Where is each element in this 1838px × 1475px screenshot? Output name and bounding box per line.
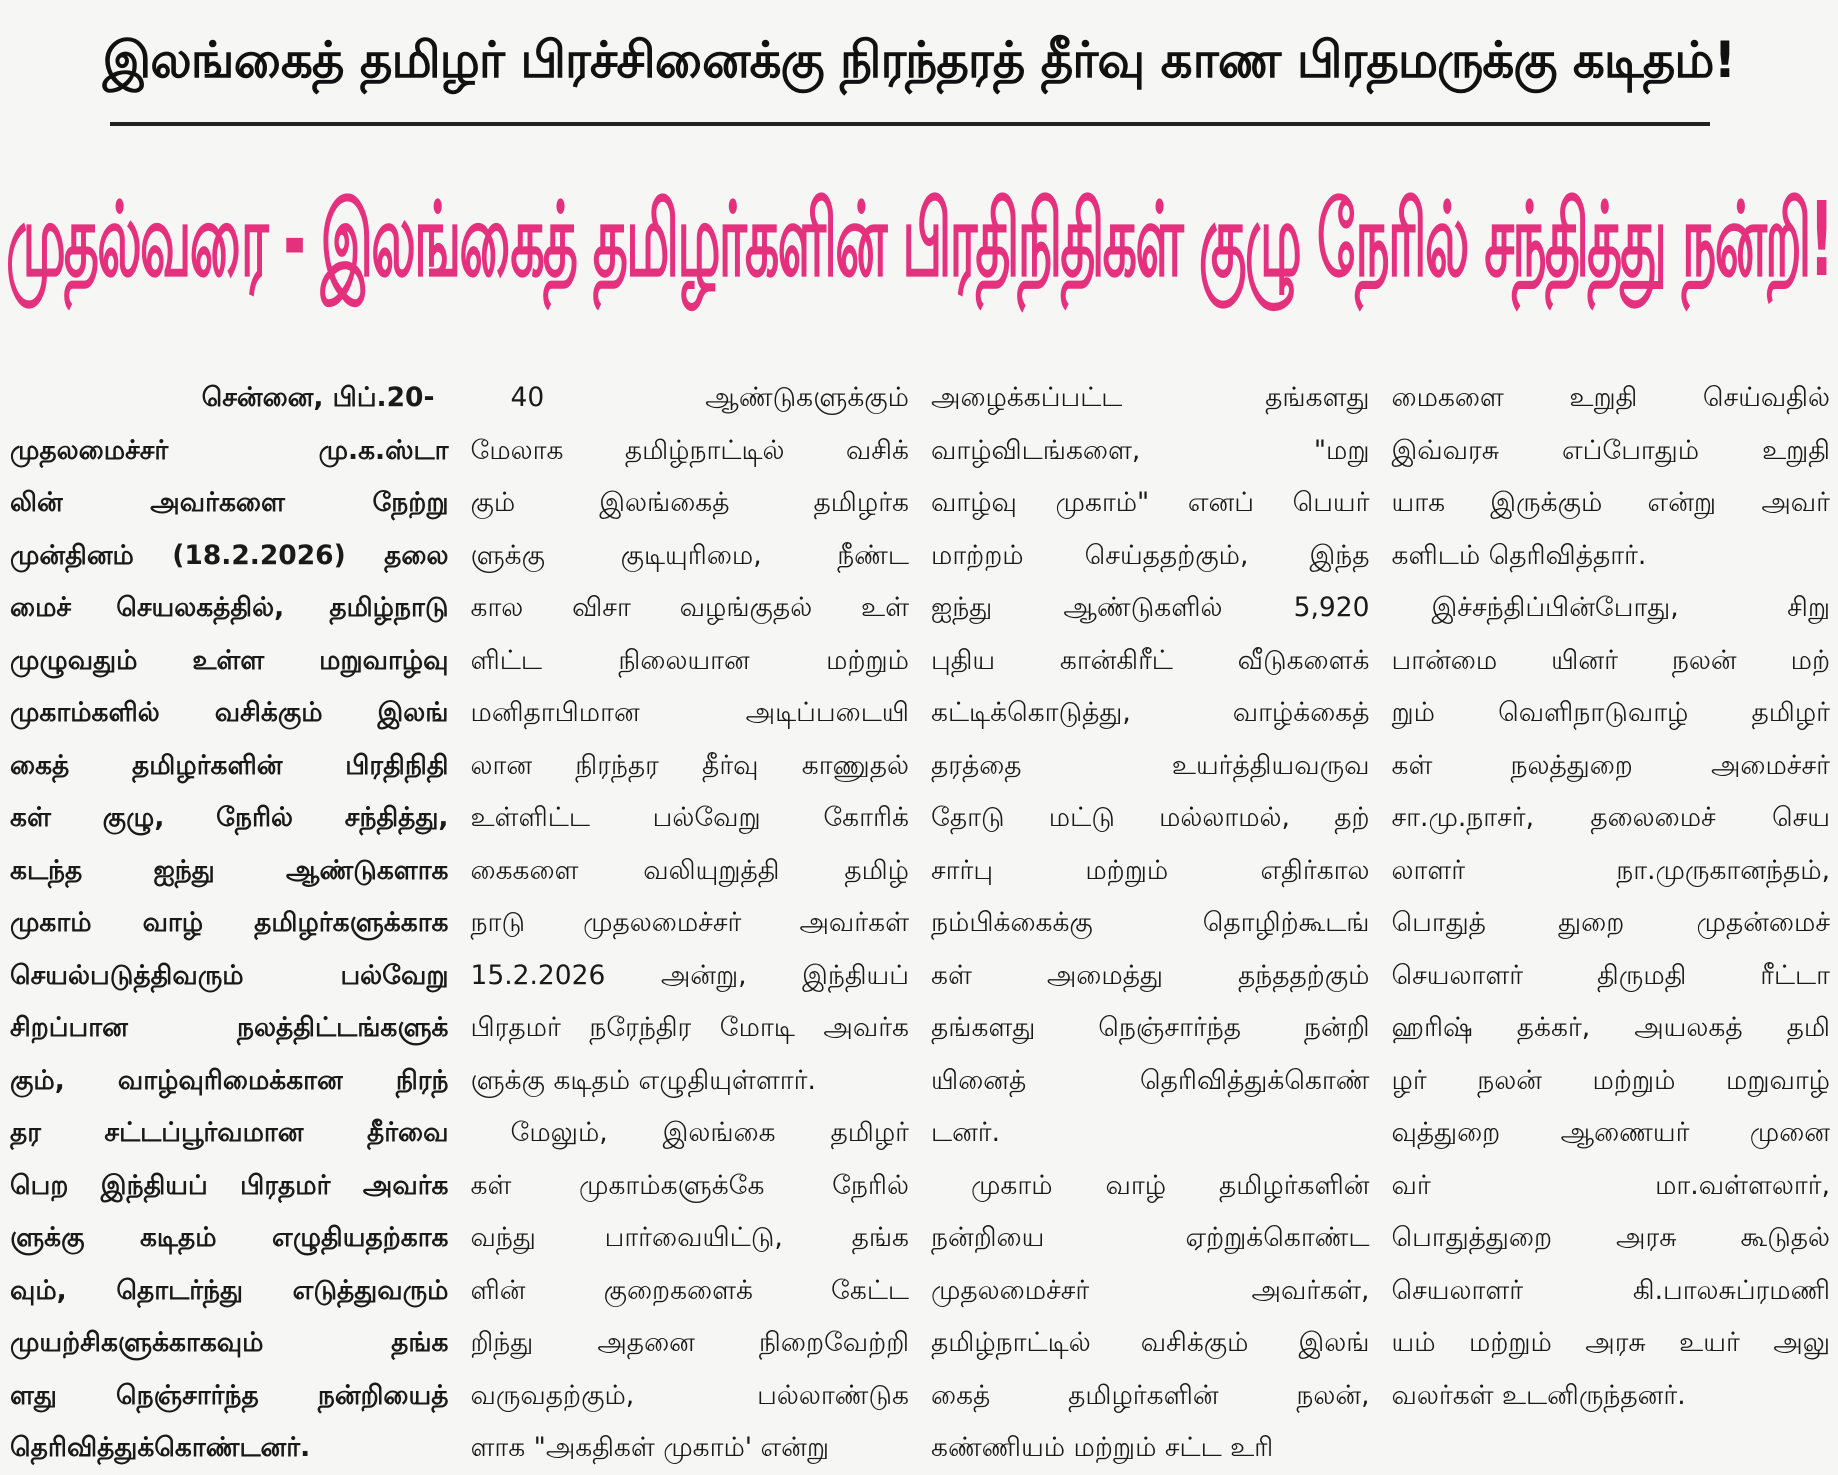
column-4-line: யாக இருக்கும் என்று அவர் [1391,487,1830,518]
column-3-line: அழைக்கப்பட்ட தங்களது [931,382,1370,413]
dateline: சென்னை, பிப்.20- [201,382,435,413]
column-2-line: ளுக்கு கடிதம் எழுதியுள்ளார். [470,1064,816,1096]
column-1-line: கடந்த ஐந்து ஆண்டுகளாக [10,854,449,886]
column-3-line: கைத் தமிழர்களின் நலன், [931,1379,1370,1411]
column-1-line: கள் குழு, நேரில் சந்தித்து, [10,802,449,833]
article-column-1 [10,372,449,1463]
column-1-line: செயல்படுத்திவரும் பல்வேறு [10,959,449,991]
column-3-line: தரத்தை உயர்த்தியவருவ [931,749,1370,781]
column-1-line: தெரிவித்துக்கொண்டனர். [10,1432,311,1463]
article-column-4 [1391,372,1831,1411]
column-4-line: செயலாளர் கி.பாலசுப்ரமணி [1391,1274,1830,1306]
kicker-headline: இலங்கைத் தமிழர் பிரச்சினைக்கு நிரந்தரத் தீர்வு காண பிரதமருக்கு கடிதம்! [102,30,1736,89]
column-2-line: 15.2.2026 அன்று, இந்தியப் [470,959,909,991]
column-3-line: யினைத் தெரிவித்துக்கொண் [931,1064,1370,1096]
column-2-line: 40 ஆண்டுகளுக்கும் [510,382,909,413]
column-2-line: லான நிரந்தர தீர்வு காணுதல் [470,749,909,781]
column-4-line: றும் வெளிநாடுவாழ் தமிழர் [1391,697,1830,728]
column-3-line: தோடு மட்டு மல்லாமல், தற் [931,802,1370,833]
column-3-line: கள் அமைத்து தந்ததற்கும் [931,959,1370,991]
column-2-line: வந்து பார்வையிட்டு, தங்க [470,1222,909,1253]
column-2-line: மனிதாபிமான அடிப்படையி [470,697,909,728]
column-1-line: ளது நெஞ்சார்ந்த நன்றியைத் [10,1379,449,1411]
column-2-line: ளின் குறைகளைக் கேட்ட [470,1274,909,1306]
article-column-2 [470,372,910,1463]
column-1-line: ளுக்கு கடிதம் எழுதியதற்காக [10,1222,449,1253]
column-1-line: கைத் தமிழர்களின் பிரதிநிதி [10,749,449,781]
column-3-line: தமிழ்நாட்டில் வசிக்கும் இலங் [931,1327,1370,1358]
column-3-line: புதிய கான்கிரீட் வீடுகளைக் [931,644,1370,676]
column-1-line: கும், வாழ்வுரிமைக்கான நிரந் [10,1064,449,1096]
column-2-line: வருவதற்கும், பல்லாண்டுக [470,1379,909,1411]
main-headline: முதல்வரை - இலங்கைத் தமிழர்களின் பிரதிநிதிகள் குழு நேரில் சந்தித்து நன்றி! [5,180,1833,300]
column-3-line: டனர். [931,1117,1001,1148]
column-2-line: கால விசா வழங்குதல் உள் [470,592,909,623]
column-1-line: முழுவதும் உள்ள மறுவாழ்வு [10,644,449,676]
column-3-line: கட்டிக்கொடுத்து, வாழ்க்கைத் [931,697,1370,728]
column-3-line: நம்பிக்கைக்கு தொழிற்கூடங் [931,907,1370,938]
column-2-line: உள்ளிட்ட பல்வேறு கோரிக் [470,802,909,833]
article-body [10,372,1830,1463]
column-4-line: பொதுத் துறை முதன்மைச் [1391,907,1830,938]
column-4-line: சா.மு.நாசர், தலைமைச் செய [1391,802,1830,833]
column-4-line: இவ்வரசு எப்போதும் உறுதி [1391,434,1830,466]
column-4-line: மைகளை உறுதி செய்வதில் [1391,382,1830,413]
column-1-line: வும், தொடர்ந்து எடுத்துவரும் [10,1274,449,1306]
column-4-line: ழர் நலன் மற்றும் மறுவாழ் [1391,1064,1830,1096]
column-1-line: பெற இந்தியப் பிரதமர் அவர்க [10,1169,449,1201]
column-4-line: வர் மா.வள்ளலார், [1391,1169,1830,1201]
column-1-line: முகாம் வாழ் தமிழர்களுக்காக [10,907,449,938]
column-3-line: முதலமைச்சர் அவர்கள், [931,1274,1370,1306]
column-3-line: வாழ்வு முகாம்" எனப் பெயர் [931,487,1370,518]
column-3-line: மாற்றம் செய்ததற்கும், இந்த [931,539,1370,571]
article-column-3 [931,372,1370,1463]
column-1-line: முயற்சிகளுக்காகவும் தங்க [10,1327,449,1358]
column-3-line: சார்பு மற்றும் எதிர்கால [931,854,1370,886]
column-1-line: தர சட்டப்பூர்வமான தீர்வை [10,1117,449,1148]
column-4-line: கள் நலத்துறை அமைச்சர் [1391,749,1830,781]
column-2-line: ளுக்கு குடியுரிமை, நீண்ட [470,539,909,571]
column-3-line: நன்றியை ஏற்றுக்கொண்ட [931,1222,1370,1253]
column-1-line: முதலமைச்சர் மு.க.ஸ்டா [10,434,449,466]
column-4-line: இச்சந்திப்பின்போது, சிறு [1431,592,1830,623]
column-2-line: நாடு முதலமைச்சர் அவர்கள் [470,907,909,938]
column-1-line: லின் அவர்களை நேற்று [10,487,449,518]
column-1-line: சிறப்பான நலத்திட்டங்களுக் [10,1012,449,1043]
column-2-line: பிரதமர் நரேந்திர மோடி அவர்க [470,1012,909,1043]
column-2-line: ளாக "அகதிகள் முகாம்' என்று [470,1432,830,1463]
column-1-line: மைச் செயலகத்தில், தமிழ்நாடு [10,592,449,623]
column-3-line: வாழ்விடங்களை, "மறு [931,434,1370,466]
column-3-line: தங்களது நெஞ்சார்ந்த நன்றி [931,1012,1370,1043]
column-2-line: கள் முகாம்களுக்கே நேரில் [470,1169,909,1201]
column-4-line: ஹரிஷ் தக்கர், அயலகத் தமி [1391,1012,1830,1043]
column-2-line: மேலும், இலங்கை தமிழர் [510,1117,909,1148]
column-4-line: பான்மை யினர் நலன் மற் [1391,644,1830,676]
column-4-line: களிடம் தெரிவித்தார். [1391,539,1647,571]
column-2-line: கும் இலங்கைத் தமிழர்க [470,487,909,518]
column-3-line: கண்ணியம் மற்றும் சட்ட உரி [931,1432,1274,1463]
column-4-line: செயலாளர் திருமதி ரீட்டா [1391,959,1830,991]
column-2-line: கைகளை வலியுறுத்தி தமிழ் [470,854,909,886]
column-3-line: முகாம் வாழ் தமிழர்களின் [971,1169,1370,1201]
column-3-line: ஐந்து ஆண்டுகளில் 5,920 [931,592,1370,623]
column-4-line: வலர்கள் உடனிருந்தனர். [1391,1379,1686,1411]
column-4-line: லாளர் நா.முருகானந்தம், [1391,854,1830,886]
column-4-line: பொதுத்துறை அரசு கூடுதல் [1391,1222,1830,1253]
column-1-line: முகாம்களில் வசிக்கும் இலங் [10,697,449,728]
column-4-line: யம் மற்றும் அரசு உயர் அலு [1391,1327,1830,1358]
column-1-line: முன்தினம் (18.2.2026) தலை [10,539,449,571]
column-2-line: ளிட்ட நிலையான மற்றும் [470,644,909,676]
column-4-line: வுத்துறை ஆணையர் முனை [1391,1117,1830,1148]
column-2-line: மேலாக தமிழ்நாட்டில் வசிக் [470,434,909,466]
column-2-line: றிந்து அதனை நிறைவேற்றி [470,1327,909,1358]
